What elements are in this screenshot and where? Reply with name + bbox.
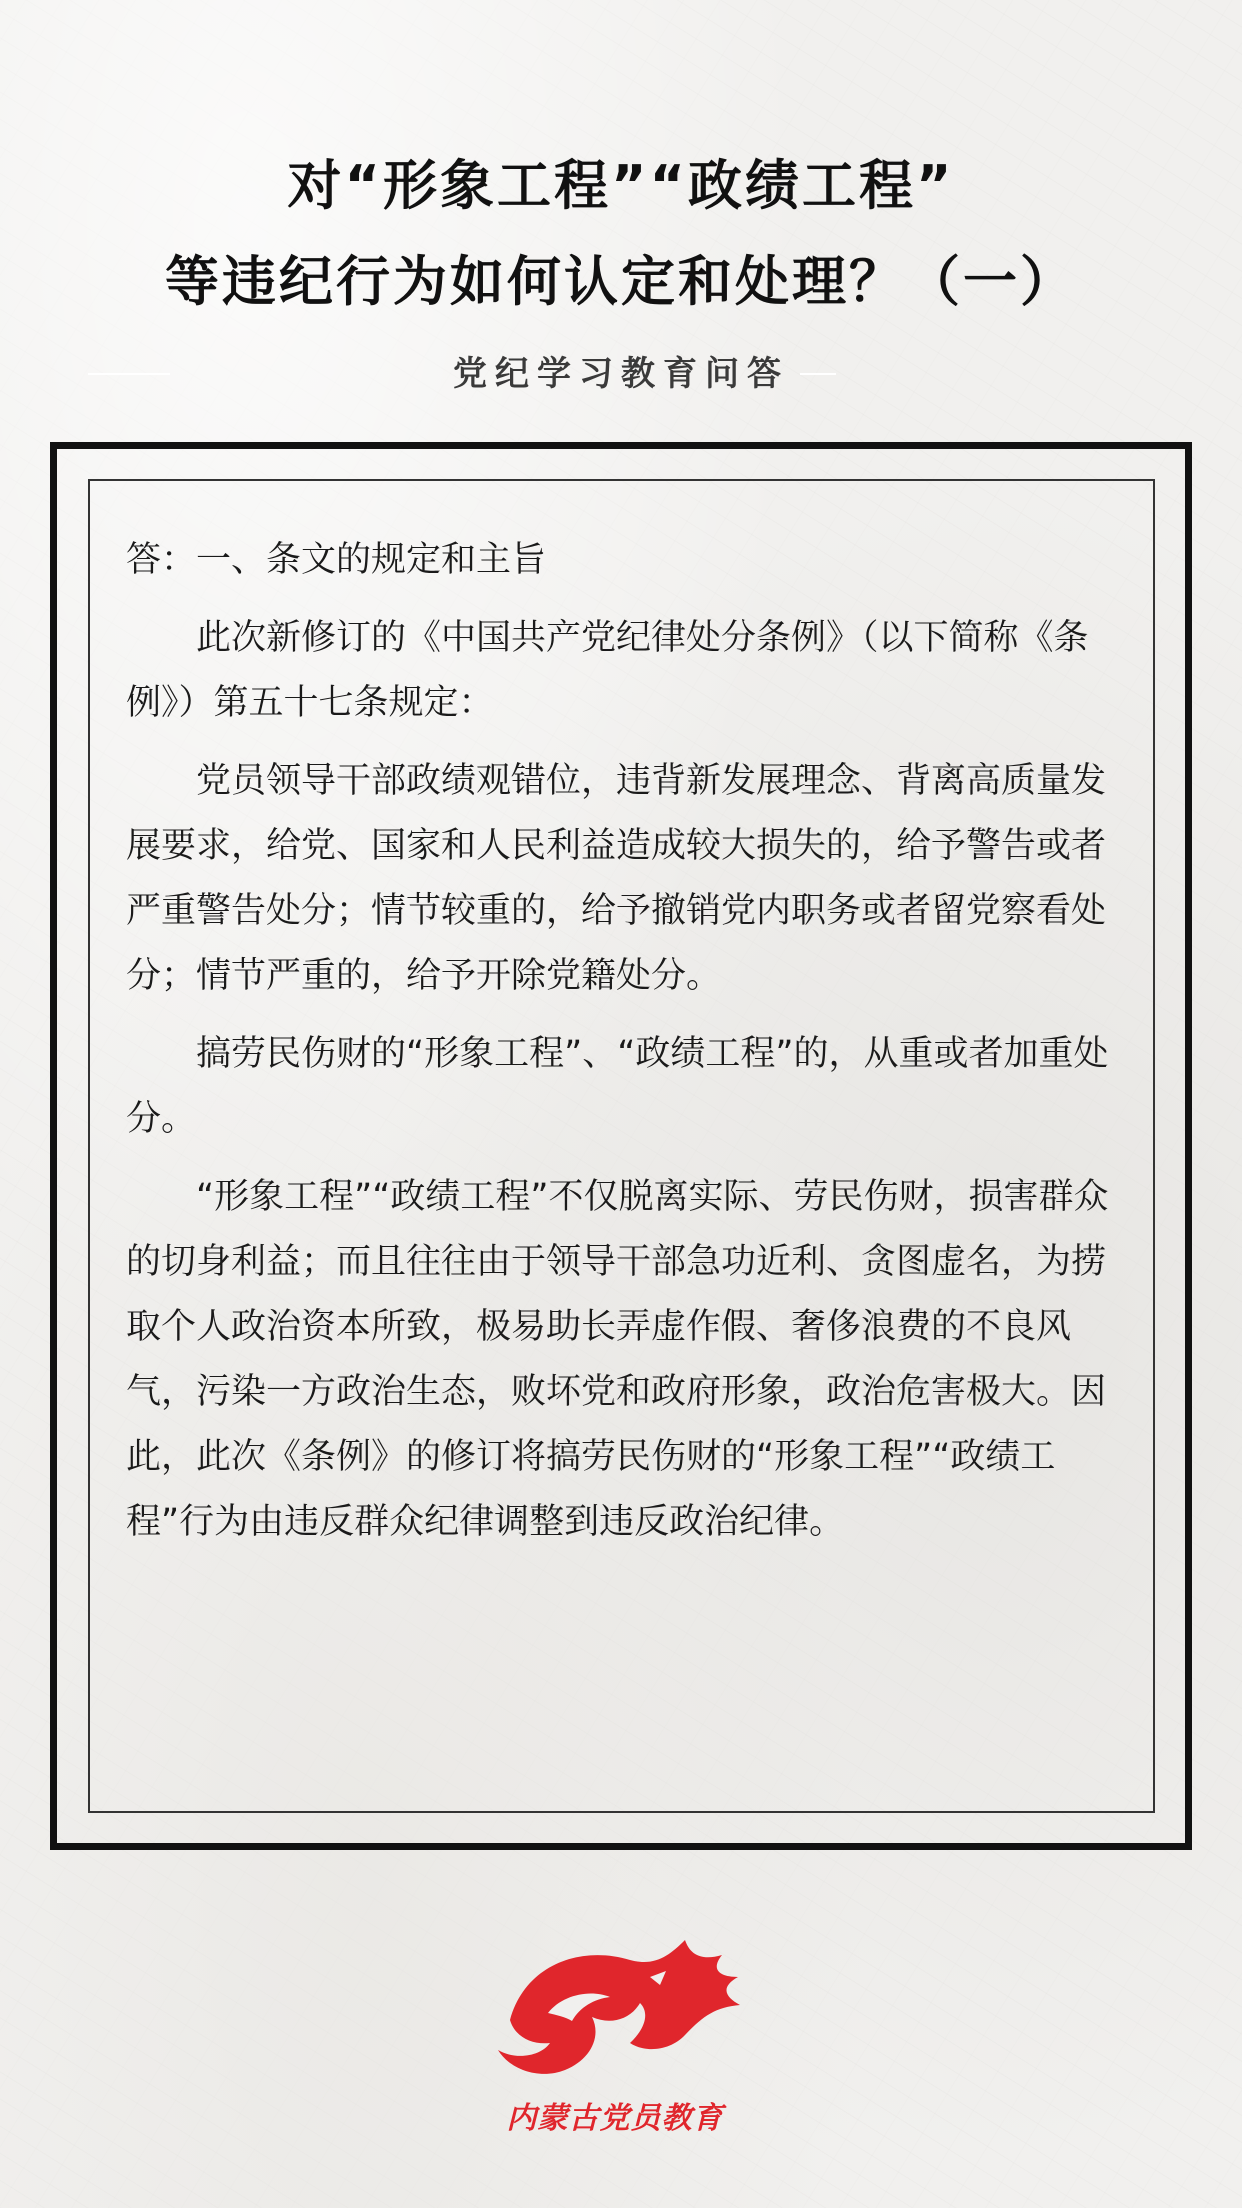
paragraph-4: “形象工程”“政绩工程”不仅脱离实际、劳民伤财，损害群众的切身利益；而且往往由于领导干部急功近利、贪图虚名，为捞取个人政治资本所致，极易助长弄虚作假、奢侈浪费的不良风气，污染一方政治生态，败坏党和政府形象，政治危害极大。因此，此次《条例》的修订将搞劳民伤财的“形象工程”“政绩工程”行为由违反群众纪律调整到违反政治纪律。 <box>126 1177 1109 1542</box>
title-line-2: 等违纪行为如何认定和处理？（一） <box>165 250 1077 313</box>
title-line-1: 对“形象工程”“政绩工程” <box>287 154 955 217</box>
subtitle: 党纪学习教育问答 <box>453 354 789 394</box>
decorative-line-right <box>800 373 836 375</box>
logo <box>470 1925 760 2135</box>
horse-logo-icon <box>470 1925 760 2095</box>
answer-heading: 答：一、条文的规定和主旨 <box>126 540 547 580</box>
paragraph-1: 此次新修订的《中国共产党纪律处分条例》（以下简称《条例》）第五十七条规定： <box>126 618 1089 723</box>
subtitle-row <box>0 344 1242 404</box>
answer-content <box>126 528 1126 1568</box>
logo-text: 内蒙古党员教育 <box>506 2101 724 2136</box>
paragraph-2: 党员领导干部政绩观错位，违背新发展理念、背离高质量发展要求，给党、国家和人民利益造成较大损失的，给予警告或者严重警告处分；情节较重的，给予撤销党内职务或者留党察看处分；情节严重的，给予开除党籍处分。 <box>126 761 1107 996</box>
paragraph-3: 搞劳民伤财的“形象工程”、“政绩工程”的，从重或者加重处分。 <box>126 1034 1109 1139</box>
page-title <box>0 138 1242 330</box>
